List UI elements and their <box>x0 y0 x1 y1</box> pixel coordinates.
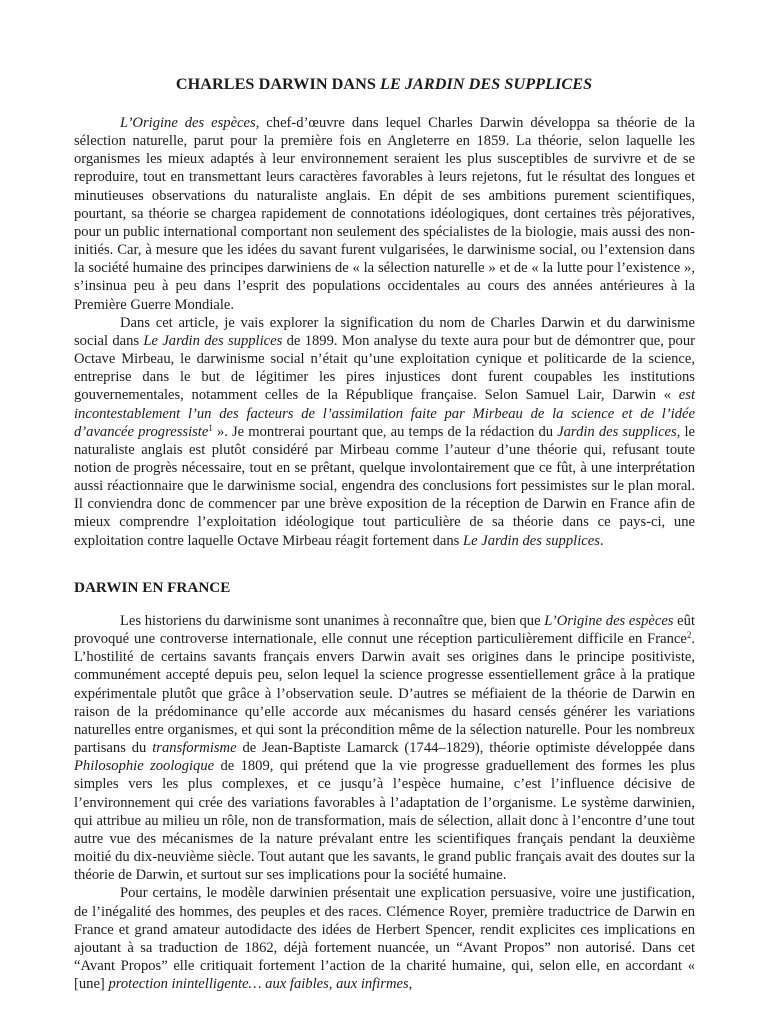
italic-text: Le Jardin des supplices <box>463 532 600 549</box>
italic-text: transformisme <box>152 740 237 757</box>
text-run: . L’hostilité de certains savants français envers Darwin avait ses origines dans le principe positiviste, communément accepté depuis peu, selon lequel la science progresse essentiellement grâce à la pratique expérimentale plutôt que grâce à l’observation seule. D’autres se méfiaient de la théorie de Darwin en raison de la prédominance qu’elle accorde aux mécanismes du hasard censés générer les variations naturelles entre organismes, et qui sont la précondition même de la sélection naturelle. Pour les nombreux partisans du <box>74 631 695 757</box>
italic-text: est incontestablement l’un des facteurs de l’assimilation faite par Mirbeau de la science et de l’idée d’avancée progressiste <box>74 387 695 440</box>
darwin-en-france-section <box>74 612 695 993</box>
italic-text: Jardin des supplices <box>557 423 677 440</box>
section-heading: DARWIN EN FRANCE <box>74 579 231 596</box>
intro-section <box>74 114 695 550</box>
text-run: de Jean-Baptiste Lamarck (1744–1829), théorie optimiste développée dans <box>236 740 695 757</box>
section-paragraph-1 <box>74 612 695 884</box>
text-run: ». Je montrerai pourtant que, au temps de la rédaction du <box>212 423 558 440</box>
text-run: Les historiens du darwinisme sont unanimes à reconnaître que, bien que <box>120 613 545 629</box>
italic-text: L’Origine des espèces <box>120 115 256 131</box>
text-run: Pour certains, le modèle darwinien présentait une explication persuasive, voire une justification, de l’inégalité des hommes, des peuples et des races. Clémence Royer, première traductrice de Darwin en France et grand amateur autodidacte des idées de Herbert Spencer, rendit explicites ces implications en ajoutant à sa traduction de 1862, déjà fortement nuancée, un “Avant Propos” non autorisé. Dans cet “Avant Propos” elle critiquait fortement l’action de la charité humaine, qui, selon elle, en accordant « [une] <box>74 885 695 993</box>
intro-paragraph-1 <box>74 114 695 314</box>
italic-text: Philosophie zoologique <box>74 758 215 775</box>
text-run: Dans cet article, je vais explorer la signification du nom de Charles Darwin et du darwinisme social dans <box>74 314 695 349</box>
footnote-ref: 2 <box>686 630 692 641</box>
title-work-italic: LE JARDIN DES SUPPLICES <box>380 75 593 93</box>
intro-paragraph-2 <box>74 314 695 550</box>
document-title <box>74 74 694 94</box>
text-run: de 1809, qui prétend que la vie progresse graduellement des formes les plus simples vers les plus complexes, et ce jusqu’à l’espèce humaine, c’est l’influence décisive de l’environnement qui crée des variations favorables à l’adaptation de l’organisme. Le système darwinien, qui attribue au milieu un rôle, non de transformation, mais de sélection, allait donc à l’encontre d’une tout autre vue des mécanismes de la nature prévalant entre les scientifiques français pendant la deuxième moitié du dix-neuvième siècle. Tout autant que les savants, le grand public français avait des doutes sur la théorie de Darwin, et surtout sur ses implications pour la société humaine. <box>74 758 696 884</box>
text-run: . <box>599 532 604 549</box>
italic-text: L’Origine des espèces <box>544 613 674 629</box>
title-text: CHARLES DARWIN DANS <box>175 75 381 93</box>
text-run: de 1899. Mon analyse du texte aura pour but de démontrer que, pour Octave Mirbeau, le darwinisme social n’était qu’une exploitation cynique et politicarde de la science, entreprise dans le but de légitimer les pires injustices dont furent coupables les institutions gouvernementales, notamment celles de la République française. Selon Samuel Lair, Darwin « <box>74 332 695 404</box>
text-run: , chef-d’œuvre dans lequel Charles Darwin développa sa théorie de la sélection naturelle, parut pour la première fois en Angleterre en 1859. La théorie, selon laquelle les organismes les mieux adaptés à leur environnement seraient les plus susceptibles de survivre et de se reproduire, tout en transmettant leurs caractères favorables à leurs rejetons, fut le résultat des longues et minutieuses observations du naturaliste anglais. En dépit de ses ambitions purement scientifiques, pourtant, sa théorie se chargea rapidement de connotations idéologiques, dont certaines très péjoratives, pour un public international comportant non seulement des spécialistes de la biologie, mais aussi des non-initiés. Car, à mesure que les idées du savant furent vulgarisées, le darwinisme social, ou l’extension dans la société humaine des principes darwiniens de « la sélection naturelle » et de « la lutte pour l’existence », s’insinua peu à peu dans l’esprit des populations occidentales au cours des années antérieures à la Première Guerre Mondiale. <box>74 115 695 313</box>
italic-text: protection inintelligente… aux faibles, aux infirmes, <box>108 976 413 993</box>
text-run: , le naturaliste anglais est plutôt considéré par Mirbeau comme l’auteur d’une théorie qui, refusant toute notion de progrès nécessaire, tout en se prêtant, quelque involontairement que ce fût, à une interprétation aussi réactionnaire que le darwinisme social, engendra des conclusions fort pessimistes sur le plan moral. Il conviendra donc de commencer par une brève exposition de la réception de Darwin en France afin de mieux comprendre l’exploitation idéologique tout particulière de sa théorie dans ce pays-ci, une exploitation contre laquelle Octave Mirbeau réagit fortement dans <box>74 423 695 549</box>
text-run: eût provoqué une controverse internationale, elle connut une réception particulièrement difficile en France <box>74 613 695 648</box>
footnote-ref: 1 <box>208 422 213 433</box>
italic-text: Le Jardin des supplices <box>143 332 283 349</box>
section-paragraph-2 <box>74 884 695 993</box>
